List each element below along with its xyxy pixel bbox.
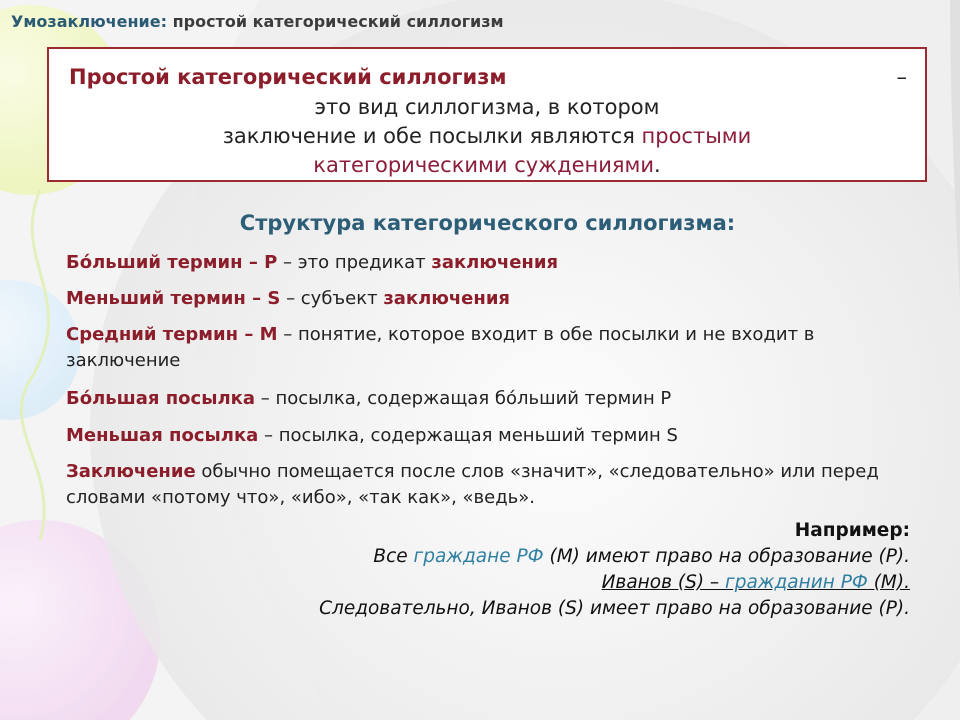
- definition-line-3-end: .: [654, 153, 661, 177]
- example-l1-b: (M) имеют право на образование (P).: [543, 546, 910, 567]
- example-conclusion: Следовательно, Иванов (S) имеет право на образование (P).: [319, 598, 910, 619]
- item-term: Меньший термин – S: [66, 288, 281, 309]
- item-text: – это предикат: [277, 252, 432, 273]
- definition-line-2: [49, 122, 925, 151]
- definition-box: [47, 47, 927, 182]
- example-l1-link: граждане РФ: [413, 546, 544, 567]
- slide-header: [11, 12, 504, 31]
- structure-item-middle-term: [66, 322, 906, 374]
- item-term: Бо́льший термин – P: [66, 252, 278, 273]
- item-text: – субъект: [280, 288, 384, 309]
- example-major-premise: [210, 544, 910, 570]
- definition-title: Простой категорический силлогизм: [69, 65, 507, 89]
- item-term: Бо́льшая посылка: [66, 388, 256, 409]
- item-text: – понятие, которое входит в обе посылки и не входит в заключение: [66, 324, 815, 371]
- header-part1: Умозаключение:: [11, 12, 167, 31]
- structure-item-conclusion: [66, 459, 906, 511]
- example-l2-a: Иванов (S) –: [601, 572, 726, 593]
- item-text: – посылка, содержащая бо́льший термин P: [255, 388, 672, 409]
- definition-highlight-categorical: категорическими суждениями: [313, 153, 655, 177]
- example-l2-link: гражданин РФ: [725, 572, 868, 593]
- structure-item-minor-premise: [66, 423, 906, 449]
- definition-line-2-text: заключение и обе посылки являются: [222, 124, 642, 148]
- example-heading: Например:: [794, 520, 910, 541]
- item-tail: заключения: [431, 252, 559, 273]
- example-l1-a: Все: [373, 546, 414, 567]
- item-term: Средний термин – M: [66, 324, 278, 345]
- structure-item-minor-term: [66, 286, 906, 312]
- example-minor-premise: [210, 570, 910, 596]
- item-text: – посылка, содержащая меньший термин S: [258, 425, 678, 446]
- item-term: Меньшая посылка: [66, 425, 259, 446]
- definition-dash: –: [896, 65, 907, 89]
- item-tail: заключения: [383, 288, 510, 309]
- definition-highlight-simple: простыми: [641, 124, 752, 148]
- item-text: обычно помещается после слов «значит», «следовательно» или перед словами «потому что», «ибо», «так как», «ведь».: [66, 461, 879, 508]
- structure-title: Структура категорического силлогизма:: [239, 211, 736, 235]
- example-block: [210, 518, 910, 622]
- definition-body: [49, 93, 925, 180]
- structure-item-major-premise: [66, 386, 906, 412]
- example-l2-b: (M).: [867, 572, 910, 593]
- definition-line-3: [49, 151, 925, 180]
- definition-line-1: это вид силлогизма, в котором: [314, 95, 660, 119]
- item-term: Заключение: [66, 461, 196, 482]
- header-part2: простой категорический силлогизм: [172, 12, 504, 31]
- structure-item-major-term: [66, 250, 906, 276]
